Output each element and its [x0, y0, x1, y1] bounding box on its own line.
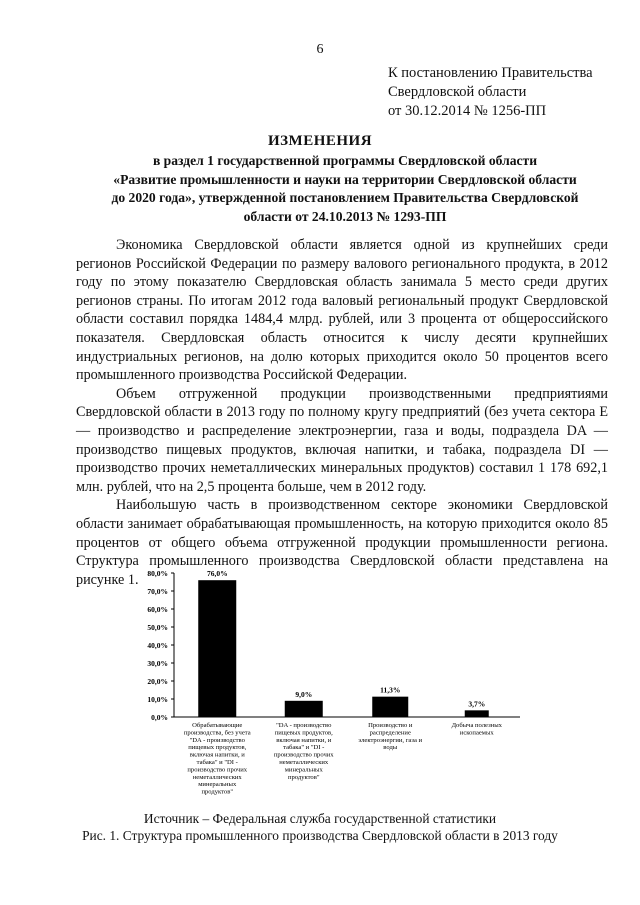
- y-tick-label: 60,0%: [147, 605, 168, 614]
- data-label: 3,7%: [468, 699, 486, 709]
- y-tick-label: 10,0%: [147, 695, 168, 704]
- x-tick-label-line: неметаллических: [279, 759, 329, 766]
- x-tick-label-line: Производство и: [368, 722, 413, 729]
- x-tick-label-line: распределение: [369, 729, 411, 737]
- x-tick-label-line: минеральных: [284, 766, 323, 774]
- addressee-block: [388, 64, 593, 121]
- x-tick-label-line: неметаллических: [192, 773, 242, 781]
- x-tick-label-line: Добыча полезных: [451, 722, 502, 729]
- x-tick-label-line: продуктов": [201, 788, 234, 796]
- x-tick-label: [274, 722, 334, 781]
- addressee-line: от 30.12.2014 № 1256-ПП: [388, 103, 547, 119]
- x-tick-label-line: производства, без учета: [183, 729, 251, 737]
- document-title: ИЗМЕНЕНИЯ: [267, 133, 373, 149]
- paragraph: Объем отгруженной продукции производственными предприятиями Свердловской области в 2013 году по полному кругу предприятий (без учета сектора E — производство и распределение электроэнергии, газа и воды, подраздела DA — производство пищевых продуктов, включая напитки, и табака, подраздела DI — производство прочих неметаллических минеральных продуктов) составил 1 178 692,1 млн. рублей, что на 2,5 процента больше, чем в 2012 году.: [76, 385, 608, 495]
- data-label: 11,3%: [380, 685, 401, 695]
- x-tick-label-line: воды: [383, 744, 398, 752]
- x-tick-label-line: производство прочих: [273, 751, 334, 759]
- x-tick-label-line: пищевых продуктов,: [274, 729, 333, 737]
- x-tick-label: [184, 722, 251, 796]
- x-tick-label-line: продуктов": [287, 773, 320, 781]
- x-tick-label-line: пищевых продуктов,: [188, 744, 247, 752]
- addressee-line: Свердловской области: [388, 84, 527, 100]
- subtitle-line: до 2020 года», утвержденной постановлением Правительства Свердловской: [111, 190, 579, 205]
- page-number: 6: [316, 42, 324, 57]
- bar: [372, 697, 408, 717]
- data-label: 76,0%: [206, 569, 228, 579]
- body-text: [76, 236, 608, 589]
- x-tick-label-line: табака" и "DI -: [196, 759, 238, 766]
- y-tick-label: 20,0%: [147, 677, 168, 686]
- bar: [465, 710, 489, 717]
- x-tick-label-line: включая напитки, и: [276, 736, 332, 744]
- bar: [285, 701, 323, 717]
- x-tick-label-line: "DA - производство: [189, 736, 245, 744]
- y-tick-label: 30,0%: [147, 659, 168, 668]
- chart-canvas: [100, 563, 540, 813]
- x-tick-label-line: "DA - производство: [276, 722, 332, 729]
- x-tick-label: [452, 722, 503, 736]
- bar-chart: [100, 563, 540, 813]
- x-tick-label-line: минеральных: [198, 781, 237, 789]
- y-tick-label: 80,0%: [147, 569, 168, 578]
- x-tick-label-line: включая напитки, и: [189, 751, 245, 759]
- addressee-line: К постановлению Правительства: [388, 65, 593, 81]
- x-tick-label-line: электроэнергии, газа и: [358, 736, 423, 744]
- y-tick-label: 50,0%: [147, 623, 168, 632]
- x-tick-label-line: ископаемых: [459, 729, 494, 737]
- y-tick-label: 40,0%: [147, 641, 168, 650]
- subtitle-line: области от 24.10.2013 № 1293-ПП: [243, 208, 447, 224]
- paragraph: Экономика Свердловской области является одной из крупнейших среди регионов Российской Федерации по размеру валового регионального продукта, в 2012 году по этому показателю Свердловская область занимала 5 место среди других регионов страны. По итогам 2012 года валовый региональный продукт Свердловской области составил порядка 1484,4 млрд. рублей, или 3 процента от общероссийского показателя. Свердловская область относится к числу десяти крупнейших индустриальных регионов, на долю которых приходится около 50 процентов всего промышленного производства Российской Федерации.: [76, 237, 608, 384]
- subtitle-line: в раздел 1 государственной программы Свердловской области: [152, 153, 538, 168]
- data-label: 9,0%: [295, 689, 313, 699]
- y-tick-label: 0,0%: [151, 713, 168, 722]
- x-tick-label-line: табака" и "DI -: [283, 744, 325, 752]
- x-tick-label-line: Обрабатывающие: [192, 722, 243, 729]
- chart-source: Источник – Федеральная служба государственной статистики: [143, 811, 497, 826]
- figure-caption: Рис. 1. Структура промышленного производства Свердловской области в 2013 году: [82, 828, 558, 843]
- y-tick-label: 70,0%: [147, 587, 168, 596]
- subtitle-line: «Развитие промышленности и науки на территории Свердловской области: [113, 171, 577, 187]
- x-tick-label-line: производство прочих: [187, 766, 248, 774]
- paragraph: Наибольшую часть в производственном секторе экономики Свердловской области занимает обрабатывающая промышленность, на которую приходится около 85 процентов от общего объема отгруженной продукции промышленности региона. Структура промышленного производства Свердловской области представлена на рисунке 1.: [76, 497, 608, 588]
- document-subtitle: [96, 152, 594, 226]
- bar: [198, 580, 236, 717]
- x-tick-label: [358, 722, 422, 751]
